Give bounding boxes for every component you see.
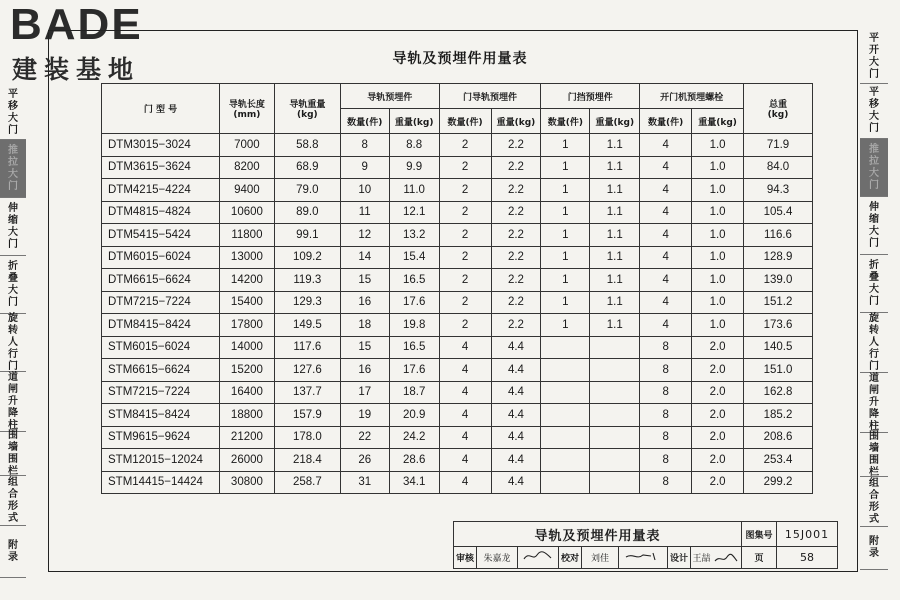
table-cell: 4.4 <box>491 381 541 404</box>
table-cell <box>541 359 590 382</box>
table-cell: 162.8 <box>744 381 813 404</box>
table-cell: 24.2 <box>389 426 439 449</box>
index-tab[interactable]: 道闸升降柱 <box>0 372 26 432</box>
table-cell: 1.0 <box>692 269 744 292</box>
table-cell: 2.0 <box>692 426 744 449</box>
table-cell: 16 <box>340 291 389 314</box>
table-cell: 8 <box>640 449 692 472</box>
table-row <box>102 426 813 449</box>
index-tab[interactable]: 组合形式 <box>860 477 888 527</box>
table-cell: 1.0 <box>692 179 744 202</box>
table-cell: 1.0 <box>692 156 744 179</box>
table-cell: 28.6 <box>389 449 439 472</box>
table-cell: 1.0 <box>692 314 744 337</box>
sub-weight: 重量(kg) <box>692 109 744 134</box>
table-cell: 15.4 <box>389 246 439 269</box>
door-model-cell: DTM3015−3024 <box>102 134 220 157</box>
sub-weight: 重量(kg) <box>590 109 640 134</box>
door-model-cell: STM9615−9624 <box>102 426 220 449</box>
table-cell: 149.5 <box>274 314 340 337</box>
table-cell: 105.4 <box>744 201 813 224</box>
table-cell: 4 <box>640 269 692 292</box>
table-cell: 127.6 <box>274 359 340 382</box>
table-cell <box>541 471 590 494</box>
index-tab[interactable]: 围墙围栏 <box>0 432 26 476</box>
table-cell: 137.7 <box>274 381 340 404</box>
table-cell: 4 <box>640 201 692 224</box>
table-cell: 15 <box>340 269 389 292</box>
table-cell: 9400 <box>219 179 274 202</box>
index-tab[interactable]: 旋转人行门 <box>0 314 26 372</box>
table-row <box>102 314 813 337</box>
table-cell: 19.8 <box>389 314 439 337</box>
table-cell <box>590 404 640 427</box>
table-cell: 4 <box>439 359 491 382</box>
table-row <box>102 404 813 427</box>
door-model-cell: DTM3615−3624 <box>102 156 220 179</box>
table-cell: 2.2 <box>491 314 541 337</box>
door-model-cell: STM8415−8424 <box>102 404 220 427</box>
table-cell: 89.0 <box>274 201 340 224</box>
check-label: 校对 <box>559 547 582 569</box>
table-cell: 4 <box>640 246 692 269</box>
page-label: 页 <box>742 547 777 569</box>
table-cell: 4.4 <box>491 426 541 449</box>
table-cell: 2.2 <box>491 291 541 314</box>
table-cell: 15400 <box>219 291 274 314</box>
door-model-cell: DTM8415−8424 <box>102 314 220 337</box>
table-cell: 1.0 <box>692 224 744 247</box>
table-cell: 21200 <box>219 426 274 449</box>
table-row <box>102 156 813 179</box>
table-cell: 4 <box>640 179 692 202</box>
review-label: 审核 <box>454 547 477 569</box>
table-cell: 4 <box>640 291 692 314</box>
table-cell: 8 <box>640 381 692 404</box>
table-cell: 8 <box>640 336 692 359</box>
table-cell: 4 <box>640 314 692 337</box>
page-number: 58 <box>777 547 838 569</box>
table-cell: 4.4 <box>491 336 541 359</box>
table-cell: 14000 <box>219 336 274 359</box>
table-row <box>102 381 813 404</box>
table-cell: 8 <box>640 471 692 494</box>
table-cell: 173.6 <box>744 314 813 337</box>
table-cell: 2.0 <box>692 404 744 427</box>
door-model-cell: DTM6015−6024 <box>102 246 220 269</box>
table-cell: 178.0 <box>274 426 340 449</box>
table-cell: 2.0 <box>692 359 744 382</box>
table-cell: 8 <box>640 404 692 427</box>
table-cell: 2 <box>439 291 491 314</box>
table-cell: 9 <box>340 156 389 179</box>
drawing-name: 导轨及预埋件用量表 <box>454 522 742 547</box>
table-row <box>102 359 813 382</box>
table-cell: 17.6 <box>389 359 439 382</box>
group-opener-bolt: 开门机预埋螺栓 <box>640 84 744 109</box>
table-cell: 4 <box>640 156 692 179</box>
table-cell: 116.6 <box>744 224 813 247</box>
left-index-tabs <box>0 86 26 578</box>
index-tab[interactable]: 伸缩大门 <box>860 197 888 255</box>
table-cell: 151.0 <box>744 359 813 382</box>
table-cell: 8 <box>640 426 692 449</box>
table-cell: 2.2 <box>491 156 541 179</box>
table-cell: 30800 <box>219 471 274 494</box>
door-model-cell: DTM7215−7224 <box>102 291 220 314</box>
door-model-cell: STM6015−6024 <box>102 336 220 359</box>
index-tab[interactable]: 平开大门 <box>860 30 888 84</box>
sub-qty: 数量(件) <box>340 109 389 134</box>
table-row <box>102 201 813 224</box>
table-row <box>102 224 813 247</box>
table-cell: 79.0 <box>274 179 340 202</box>
index-tab[interactable]: 伸缩大门 <box>0 198 26 256</box>
logo-text-en: BADE <box>10 0 143 49</box>
table-cell: 7000 <box>219 134 274 157</box>
table-cell: 4 <box>439 404 491 427</box>
table-cell: 2.0 <box>692 381 744 404</box>
table-cell: 299.2 <box>744 471 813 494</box>
table-cell: 1 <box>541 246 590 269</box>
table-row <box>102 471 813 494</box>
table-cell: 185.2 <box>744 404 813 427</box>
table-cell: 1 <box>541 179 590 202</box>
table-cell: 14 <box>340 246 389 269</box>
table-cell: 1.1 <box>590 269 640 292</box>
table-cell: 11800 <box>219 224 274 247</box>
table-row <box>102 269 813 292</box>
col-rail-weight: 导轨重量 (kg) <box>274 84 340 134</box>
table-cell: 119.3 <box>274 269 340 292</box>
table-cell: 4 <box>439 426 491 449</box>
table-cell: 16.5 <box>389 336 439 359</box>
table-cell: 1.0 <box>692 291 744 314</box>
table-cell: 1.1 <box>590 201 640 224</box>
table-cell: 139.0 <box>744 269 813 292</box>
atlas-label: 图集号 <box>742 522 777 547</box>
table-cell: 1 <box>541 314 590 337</box>
door-model-cell: DTM5415−5424 <box>102 224 220 247</box>
table-cell: 151.2 <box>744 291 813 314</box>
table-cell: 109.2 <box>274 246 340 269</box>
material-table <box>101 83 813 494</box>
table-cell <box>590 359 640 382</box>
reviewer-name: 朱嘉龙 <box>477 547 518 569</box>
table-cell <box>590 426 640 449</box>
logo-text-zh: 建装基地 <box>12 55 141 84</box>
sub-weight: 重量(kg) <box>389 109 439 134</box>
table-cell: 258.7 <box>274 471 340 494</box>
table-cell: 2.0 <box>692 449 744 472</box>
table-cell: 2 <box>439 156 491 179</box>
designer-name: 王喆 <box>691 547 742 569</box>
table-cell: 4.4 <box>491 449 541 472</box>
reviewer-signature <box>518 547 559 569</box>
door-model-cell: DTM4215−4224 <box>102 179 220 202</box>
table-cell: 2.0 <box>692 471 744 494</box>
table-cell: 1.1 <box>590 156 640 179</box>
table-cell: 4 <box>439 336 491 359</box>
table-cell: 15200 <box>219 359 274 382</box>
table-cell: 2.2 <box>491 134 541 157</box>
table-cell <box>590 381 640 404</box>
table-cell: 1 <box>541 291 590 314</box>
table-cell <box>541 449 590 472</box>
table-cell: 1.1 <box>590 246 640 269</box>
table-cell: 11.0 <box>389 179 439 202</box>
table-cell: 2 <box>439 134 491 157</box>
table-cell: 26 <box>340 449 389 472</box>
table-cell: 2.2 <box>491 269 541 292</box>
table-row <box>102 179 813 202</box>
checker-signature <box>619 547 668 569</box>
table-cell: 4.4 <box>491 404 541 427</box>
table-cell <box>590 449 640 472</box>
table-row <box>102 134 813 157</box>
table-cell: 58.8 <box>274 134 340 157</box>
table-cell: 11 <box>340 201 389 224</box>
table-cell: 140.5 <box>744 336 813 359</box>
table-cell: 1.1 <box>590 224 640 247</box>
table-cell: 71.9 <box>744 134 813 157</box>
index-tab[interactable]: 折叠大门 <box>0 256 26 314</box>
table-cell: 19 <box>340 404 389 427</box>
door-model-cell: STM7215−7224 <box>102 381 220 404</box>
index-tab[interactable]: 围墙围栏 <box>860 433 888 477</box>
table-cell: 2 <box>439 269 491 292</box>
table-cell: 4 <box>439 381 491 404</box>
table-cell: 2.2 <box>491 246 541 269</box>
table-cell: 253.4 <box>744 449 813 472</box>
header-row-1 <box>102 84 813 109</box>
table-cell: 4 <box>640 224 692 247</box>
table-cell: 2.2 <box>491 224 541 247</box>
table-cell: 20.9 <box>389 404 439 427</box>
table-cell: 4.4 <box>491 471 541 494</box>
group-door-guide-embed: 门导轨预埋件 <box>439 84 541 109</box>
table-cell <box>541 426 590 449</box>
table-cell: 13.2 <box>389 224 439 247</box>
table-cell: 68.9 <box>274 156 340 179</box>
checker-name: 刘佳 <box>582 547 619 569</box>
index-tab[interactable]: 组合形式 <box>0 476 26 526</box>
table-cell: 1.0 <box>692 134 744 157</box>
table-cell: 218.4 <box>274 449 340 472</box>
table-cell: 1.1 <box>590 179 640 202</box>
table-cell: 1 <box>541 269 590 292</box>
table-cell <box>590 471 640 494</box>
table-cell: 17.6 <box>389 291 439 314</box>
index-tab[interactable]: 旋转人行门 <box>860 313 888 373</box>
page-title: 导轨及预埋件用量表 <box>392 51 528 67</box>
table-cell: 2 <box>439 314 491 337</box>
table-cell: 128.9 <box>744 246 813 269</box>
table-cell: 18.7 <box>389 381 439 404</box>
table-row <box>102 246 813 269</box>
table-cell: 18800 <box>219 404 274 427</box>
title-block <box>453 521 838 570</box>
table-cell: 1.0 <box>692 201 744 224</box>
table-cell: 26000 <box>219 449 274 472</box>
table-cell: 16.5 <box>389 269 439 292</box>
table-cell: 2 <box>439 201 491 224</box>
table-cell: 157.9 <box>274 404 340 427</box>
table-cell: 4 <box>439 449 491 472</box>
table-cell: 18 <box>340 314 389 337</box>
col-total-weight: 总重 (kg) <box>744 84 813 134</box>
table-cell <box>541 336 590 359</box>
table-cell: 16400 <box>219 381 274 404</box>
index-tab[interactable]: 折叠大门 <box>860 255 888 313</box>
table-cell: 1 <box>541 134 590 157</box>
table-cell: 14200 <box>219 269 274 292</box>
table-cell: 2 <box>439 224 491 247</box>
design-label: 设计 <box>668 547 691 569</box>
table-cell: 2 <box>439 179 491 202</box>
table-cell: 16 <box>340 359 389 382</box>
table-cell: 13000 <box>219 246 274 269</box>
table-cell: 129.3 <box>274 291 340 314</box>
table-cell: 17 <box>340 381 389 404</box>
door-model-cell: DTM6615−6624 <box>102 269 220 292</box>
index-tab[interactable]: 平移大门 <box>0 86 26 140</box>
table-cell: 1.1 <box>590 134 640 157</box>
table-cell: 34.1 <box>389 471 439 494</box>
sub-qty: 数量(件) <box>541 109 590 134</box>
table-cell: 31 <box>340 471 389 494</box>
table-cell: 22 <box>340 426 389 449</box>
index-tab[interactable]: 附录 <box>0 526 26 578</box>
group-door-stop-embed: 门挡预埋件 <box>541 84 640 109</box>
table-cell: 17800 <box>219 314 274 337</box>
col-rail-length: 导轨长度 (mm) <box>219 84 274 134</box>
table-cell: 15 <box>340 336 389 359</box>
table-cell: 1 <box>541 156 590 179</box>
table-row <box>102 336 813 359</box>
table-cell <box>541 404 590 427</box>
table-cell: 2.0 <box>692 336 744 359</box>
sub-qty: 数量(件) <box>640 109 692 134</box>
table-cell: 8 <box>340 134 389 157</box>
table-cell: 2.2 <box>491 179 541 202</box>
index-tab[interactable]: 推拉大门 <box>0 140 26 198</box>
table-cell: 9.9 <box>389 156 439 179</box>
table-row <box>102 449 813 472</box>
table-cell <box>590 336 640 359</box>
table-cell: 1.1 <box>590 314 640 337</box>
index-tab[interactable]: 平移大门 <box>860 84 888 139</box>
table-cell: 10 <box>340 179 389 202</box>
table-row <box>102 291 813 314</box>
table-cell: 117.6 <box>274 336 340 359</box>
table-cell: 8 <box>640 359 692 382</box>
index-tab[interactable]: 道闸升降柱 <box>860 373 888 433</box>
table-cell: 4 <box>439 471 491 494</box>
table-cell: 99.1 <box>274 224 340 247</box>
sub-qty: 数量(件) <box>439 109 491 134</box>
table-cell: 2 <box>439 246 491 269</box>
index-tab[interactable]: 推拉大门 <box>860 139 888 197</box>
table-cell: 8.8 <box>389 134 439 157</box>
table-cell: 2.2 <box>491 201 541 224</box>
table-cell: 94.3 <box>744 179 813 202</box>
table-cell: 208.6 <box>744 426 813 449</box>
col-door-model: 门 型 号 <box>102 84 220 134</box>
door-model-cell: DTM4815−4824 <box>102 201 220 224</box>
table-cell: 12 <box>340 224 389 247</box>
group-rail-embed: 导轨预埋件 <box>340 84 439 109</box>
door-model-cell: STM14415−14424 <box>102 471 220 494</box>
table-cell: 4 <box>640 134 692 157</box>
door-model-cell: STM6615−6624 <box>102 359 220 382</box>
table-cell: 1.0 <box>692 246 744 269</box>
table-cell: 1 <box>541 224 590 247</box>
table-cell: 1 <box>541 201 590 224</box>
table-cell: 10600 <box>219 201 274 224</box>
table-cell: 4.4 <box>491 359 541 382</box>
sub-weight: 重量(kg) <box>491 109 541 134</box>
table-cell <box>541 381 590 404</box>
index-tab[interactable]: 附录 <box>860 527 888 570</box>
table-cell: 1.1 <box>590 291 640 314</box>
table-cell: 8200 <box>219 156 274 179</box>
table-cell: 12.1 <box>389 201 439 224</box>
door-model-cell: STM12015−12024 <box>102 449 220 472</box>
table-cell: 84.0 <box>744 156 813 179</box>
right-index-tabs <box>860 30 888 570</box>
atlas-number: 15J001 <box>777 522 838 547</box>
